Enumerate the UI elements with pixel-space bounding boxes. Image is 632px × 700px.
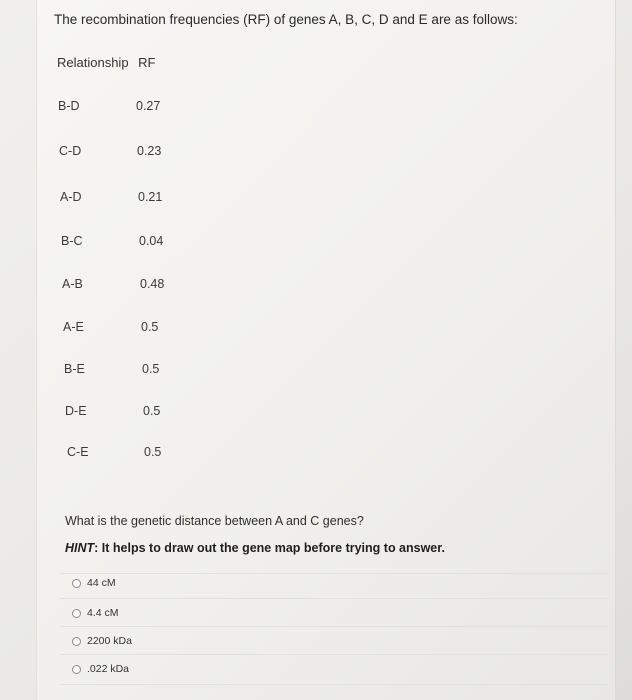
question-intro: The recombination frequencies (RF) of genes A, B, C, D and E are as follows:: [54, 12, 518, 27]
row-rf-d-e: 0.5: [143, 404, 161, 418]
hint-key: HINT: [65, 541, 95, 555]
option-divider: [60, 654, 608, 655]
options-divider: [60, 573, 608, 574]
row-rf-a-b: 0.48: [140, 277, 165, 291]
question-panel: [36, 0, 616, 700]
option-divider: [60, 598, 608, 599]
row-relationship-a-d: A-D: [60, 190, 82, 204]
row-rf-c-e: 0.5: [144, 445, 162, 459]
row-rf-b-d: 0.27: [136, 99, 161, 113]
hint-body: : It helps to draw out the gene map before trying to answer.: [94, 541, 445, 555]
row-rf-b-e: 0.5: [142, 362, 160, 376]
row-rf-b-c: 0.04: [139, 234, 164, 248]
row-relationship-c-d: C-D: [59, 144, 82, 158]
option-2200-kda[interactable]: [72, 632, 132, 650]
radio-circle-icon[interactable]: [72, 609, 81, 618]
table-header: [57, 55, 156, 70]
row-relationship-a-e: A-E: [63, 320, 84, 334]
header-relationship: Relationship: [57, 55, 129, 70]
option-label: 2200 kDa: [87, 635, 132, 647]
radio-circle-icon[interactable]: [72, 637, 81, 646]
row-relationship-a-b: A-B: [62, 277, 83, 291]
header-rf: RF: [138, 55, 156, 70]
option-divider: [60, 684, 608, 685]
row-rf-a-e: 0.5: [141, 320, 159, 334]
row-relationship-c-e: C-E: [67, 445, 89, 459]
row-relationship-b-e: B-E: [64, 362, 85, 376]
row-relationship-d-e: D-E: [65, 404, 87, 418]
option-022-kda[interactable]: [72, 660, 129, 678]
option-label: 4.4 cM: [87, 607, 119, 619]
radio-circle-icon[interactable]: [72, 665, 81, 674]
question-text: What is the genetic distance between A and C genes?: [65, 514, 364, 528]
option-divider: [60, 626, 608, 627]
radio-circle-icon[interactable]: [72, 579, 81, 588]
row-rf-c-d: 0.23: [137, 144, 162, 158]
option-label: 44 cM: [87, 577, 116, 589]
row-relationship-b-c: B-C: [61, 234, 83, 248]
row-rf-a-d: 0.21: [138, 190, 163, 204]
row-relationship-b-d: B-D: [58, 99, 80, 113]
option-label: .022 kDa: [87, 663, 130, 675]
option-44-cm[interactable]: [72, 574, 116, 592]
option-4-4-cm[interactable]: [72, 604, 119, 622]
hint-text: [65, 541, 445, 555]
